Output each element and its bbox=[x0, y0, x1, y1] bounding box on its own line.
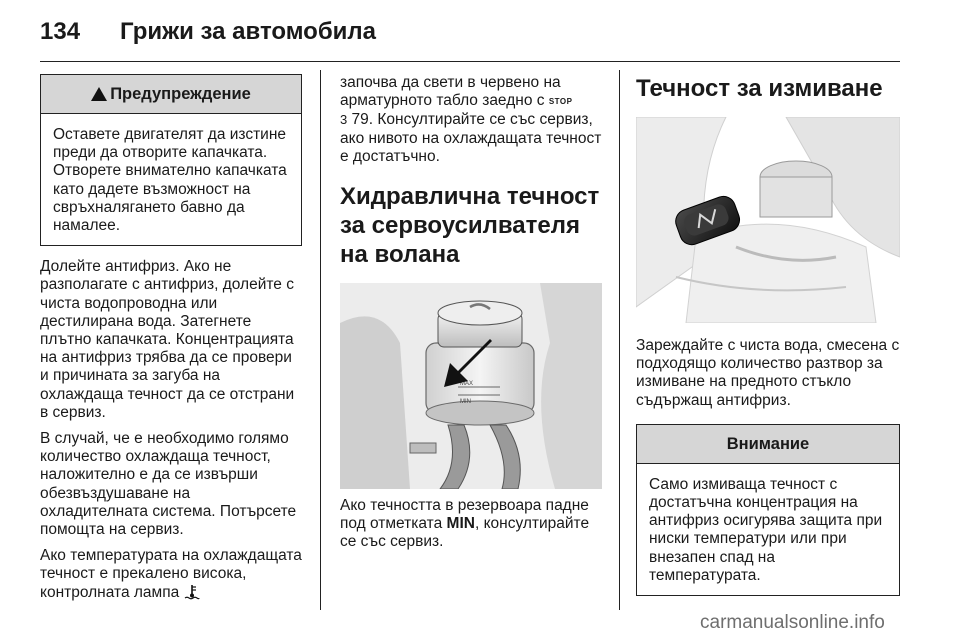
warning-text: Оставете двигателят да изстине преди да отворите капачката. Отворете внимателно капачката като дадете възможност на свръхналягането бавно да намалее. bbox=[53, 126, 287, 235]
page-header bbox=[40, 10, 920, 54]
paragraph-red-light bbox=[340, 74, 604, 166]
warning-triangle-icon bbox=[91, 87, 107, 101]
watermark: carmanualsonline.info bbox=[700, 612, 885, 633]
min-mark-label: MIN bbox=[446, 515, 475, 533]
paragraph-washer-fill: Зареждайте с чиста вода, смесена с подходящо количество разтвор за измиване на предното стъкло съдържащ антифриз. bbox=[636, 337, 900, 409]
paragraph-min-mark bbox=[340, 497, 604, 552]
column-divider-1 bbox=[320, 70, 321, 610]
heading-washer-fluid: Течност за измиване bbox=[636, 75, 883, 102]
column-divider-2 bbox=[619, 70, 620, 610]
paragraph-overheat bbox=[40, 547, 302, 605]
paragraph-red-light-a: започва да свети в червено на арматурното табло заедно с bbox=[340, 74, 561, 110]
paragraph-red-light-b: 79. Консултирайте се със сервиз, ако нивото на охлаждащата течност е достатъчно. bbox=[340, 111, 602, 165]
notice-text: Само измиваща течност с достатъчна концентрация на антифриз осигурява защита при ниски температури или при внезапен спад на температурата. bbox=[649, 475, 883, 584]
header-rule bbox=[40, 61, 900, 62]
washer-fluid-reservoir-figure bbox=[636, 117, 900, 323]
column-1 bbox=[40, 74, 302, 613]
notice-box-title: Внимание bbox=[726, 434, 810, 453]
column-2 bbox=[340, 74, 604, 560]
stop-symbol: STOP bbox=[548, 97, 573, 107]
paragraph-overheat-text: Ако температурата на охлаждащата течност е прекалено висока, контролната лампа bbox=[40, 547, 302, 601]
figure-max-label: MAX bbox=[460, 381, 474, 388]
coolant-temperature-lamp-icon bbox=[184, 584, 200, 605]
notice-box-header bbox=[637, 425, 899, 464]
figure-min-label: MIN bbox=[460, 399, 471, 406]
warning-box-header bbox=[41, 75, 301, 114]
paragraph-min-mark-a: Ако течността в резервоара падне под отметката bbox=[340, 497, 589, 533]
page-reference-arrow-icon: 3 bbox=[340, 112, 348, 128]
warning-box-body bbox=[41, 114, 301, 245]
page-number: 134 bbox=[40, 18, 81, 45]
column-3 bbox=[636, 74, 900, 596]
paragraph-add-antifreeze: Долейте антифриз. Ако не разполагате с антифриз, долейте с чиста водопроводна или дестилирана вода. Затегнете плътно капачката. Концентрацията на антифриз трябва да се провери и причината за загуба на охлаждаща течност да се отстрани в сервиз. bbox=[40, 258, 295, 421]
notice-box bbox=[636, 424, 900, 596]
notice-box-body bbox=[637, 464, 899, 595]
warning-box-title: Предупреждение bbox=[110, 85, 251, 103]
power-steering-reservoir-figure bbox=[340, 283, 602, 489]
heading-power-steering-fluid: Хидравлична течност за сервоусилвателя на волана bbox=[340, 183, 600, 269]
paragraph-bleeding: В случай, че е необходимо голямо количество охлаждаща течност, наложително е да се извърши обезвъздушаване на охладителната система. Потърсете помощта на сервиз. bbox=[40, 430, 297, 539]
warning-box bbox=[40, 74, 302, 246]
page-title: Грижи за автомобила bbox=[120, 18, 377, 45]
paragraph-min-mark-b: , консултирайте се със сервиз. bbox=[340, 515, 590, 551]
